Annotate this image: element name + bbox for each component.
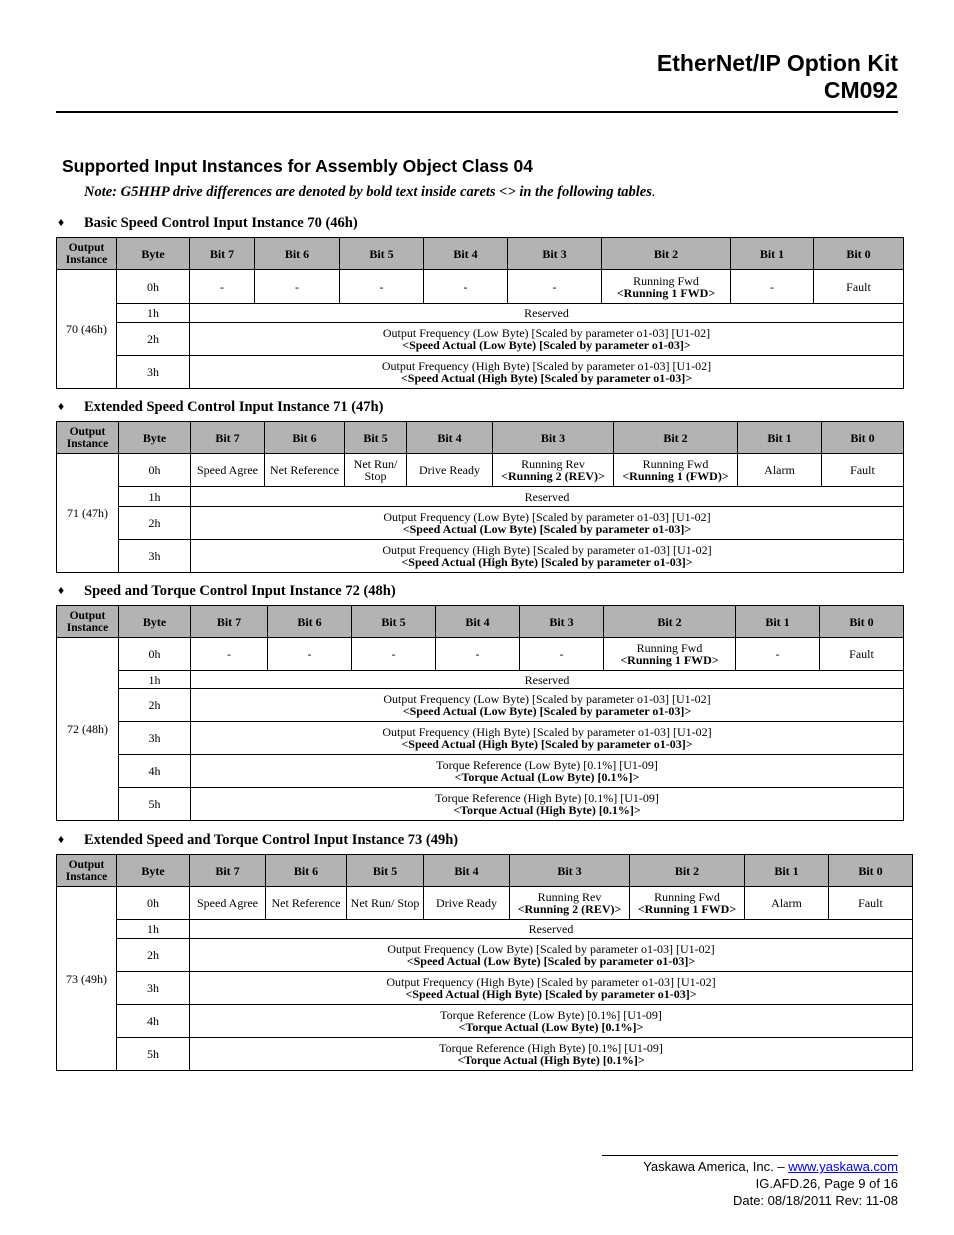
merged-data-cell [190,939,913,972]
bit-label: - [775,647,780,661]
byte-cell: 2h [117,323,190,356]
bit-label-g5hhp: <Running 2 (REV)> [501,469,605,483]
column-header: Bit 2 [602,238,731,270]
bit-label: - [475,647,480,661]
byte-cell: 0h [117,887,190,920]
bit-label: Net Run/ Stop [353,457,398,483]
bit-label: - [220,279,224,294]
data-description: Output Frequency (High Byte) [Scaled by parameter o1-03] [U1-02] [381,359,712,373]
bit-cell [630,887,745,920]
bit-cell [745,887,829,920]
column-header: Bit 5 [340,238,424,270]
merged-data-cell [190,304,904,323]
bit-label: - [391,647,396,661]
byte-cell: 0h [119,638,191,671]
column-header: Bit 1 [736,606,820,638]
bit-label: Running Fwd [636,641,703,655]
column-header: Bit 0 [829,855,913,887]
column-header: Bit 5 [345,422,407,454]
footer-date: Date: 08/18/2011 Rev: 11-08 [732,1193,898,1208]
bit-label: Drive Ready [436,896,497,910]
column-header: Bit 4 [407,422,493,454]
table-row [57,939,913,972]
bit-label-g5hhp: <Running 1 FWD> [620,653,719,667]
bit-cell [510,887,630,920]
data-description: Output Frequency (High Byte) [Scaled by parameter o1-03] [U1-02] [386,975,716,989]
data-description: Torque Reference (Low Byte) [0.1%] [U1-09] [436,758,658,772]
byte-cell: 2h [119,689,191,722]
note-period: . [651,184,656,200]
column-header: Bit 4 [436,606,520,638]
footer-page-info: IG.AFD.26, Page 9 of 16 [755,1176,898,1191]
instance-cell: 72 (48h) [57,638,119,821]
bit-cell [520,638,604,671]
table-row [57,722,904,755]
byte-cell: 2h [119,507,191,540]
bit-label: - [295,279,299,294]
column-header: Bit 3 [493,422,614,454]
table-row [57,304,904,323]
column-header: Bit 6 [265,422,345,454]
merged-data-cell [191,671,904,689]
bit-cell [190,270,255,304]
title-line-2: CM092 [823,77,898,103]
column-header: Bit 4 [424,238,508,270]
column-header: Output Instance [57,422,119,454]
column-header: Output Instance [57,606,119,638]
merged-data-cell [191,722,904,755]
instance-cell: 70 (46h) [57,270,117,389]
data-description: Reserved [524,672,570,687]
column-header: Output Instance [57,855,117,887]
data-description-g5hhp: <Speed Actual (Low Byte) [Scaled by parameter o1-03]> [402,338,691,352]
bit-label: - [463,279,468,294]
merged-data-cell [190,920,913,939]
merged-data-cell [190,356,904,389]
merged-data-cell [191,755,904,788]
column-header: Bit 3 [520,606,604,638]
data-description-g5hhp: <Torque Actual (Low Byte) [0.1%]> [454,770,640,784]
column-header: Bit 6 [266,855,347,887]
table-header-row [57,606,904,638]
data-description: Reserved [524,306,569,320]
bit-cell [266,887,347,920]
table-heading-text: Speed and Torque Control Input Instance 72 (48h) [84,583,396,599]
bit-label: Running Fwd [642,457,709,471]
column-header: Bit 2 [630,855,745,887]
table-row [57,671,904,689]
instance-cell: 71 (47h) [57,454,119,573]
byte-cell: 1h [119,487,191,507]
byte-cell: 5h [117,1038,190,1071]
byte-cell: 1h [119,671,191,689]
data-description: Torque Reference (High Byte) [0.1%] [U1-09] [439,1041,663,1055]
table-row [57,1038,913,1071]
bit-label: Fault [858,896,883,910]
table-row [57,920,913,939]
table-heading-text: Basic Speed Control Input Instance 70 (46h) [84,215,358,231]
bit-label-g5hhp: <Running 2 (REV)> [517,902,622,916]
bit-cell [736,638,820,671]
bit-cell [407,454,493,487]
bit-label: Fault [850,463,875,477]
column-header: Bit 3 [510,855,630,887]
column-header: Bit 6 [255,238,340,270]
bit-label: Fault [849,647,874,661]
column-header: Bit 6 [268,606,352,638]
data-description-g5hhp: <Speed Actual (Low Byte) [Scaled by parameter o1-03]> [402,522,692,536]
table-row [57,887,913,920]
footer-website-link[interactable]: www.yaskawa.com [788,1159,898,1174]
table-heading-text: Extended Speed and Torque Control Input Instance 73 (49h) [84,832,459,848]
note-text: Note: G5HHP drive differences are denoted by bold text inside carets <> in the following tables [84,184,652,200]
column-header: Byte [119,606,191,638]
byte-cell: 3h [119,722,191,755]
bit-label: Speed Agree [197,896,258,910]
column-header: Bit 2 [604,606,736,638]
bit-label: Net Run/ Stop [350,896,420,910]
bit-label: Running Fwd [633,273,699,288]
bit-cell [190,887,266,920]
bit-cell [424,887,510,920]
bit-cell [829,887,913,920]
data-description-g5hhp: <Speed Actual (High Byte) [Scaled by parameter o1-03]> [401,555,693,569]
byte-cell: 4h [119,755,191,788]
bit-label: Net Reference [271,896,341,910]
table-row [57,507,904,540]
document-title [657,50,898,104]
table-heading-text: Extended Speed Control Input Instance 71 (47h) [84,399,384,415]
data-description: Output Frequency (Low Byte) [Scaled by parameter o1-03] [U1-02] [383,692,711,706]
bit-label: Running Rev [521,457,585,471]
bit-cell [820,638,904,671]
column-header: Bit 1 [731,238,814,270]
data-description-g5hhp: <Speed Actual (High Byte) [Scaled by parameter o1-03]> [405,987,697,1001]
merged-data-cell [191,507,904,540]
merged-data-cell [191,788,904,821]
bit-label: - [552,279,557,294]
table-row [57,638,904,671]
column-header: Bit 7 [190,238,255,270]
data-description-g5hhp: <Torque Actual (High Byte) [0.1%]> [453,803,641,817]
column-header: Bit 0 [814,238,904,270]
byte-cell: 1h [117,920,190,939]
bit-cell [191,454,265,487]
table-row [57,540,904,573]
merged-data-cell [190,1005,913,1038]
footer-company: Yaskawa America, Inc. – [643,1159,789,1174]
table-row [57,788,904,821]
table-row [57,356,904,389]
column-header: Byte [117,855,190,887]
bullet-icon: ♦ [58,399,65,413]
column-header: Bit 5 [352,606,436,638]
bit-label: Net Reference [270,463,339,477]
bit-label: Speed Agree [197,463,258,477]
table-row [57,454,904,487]
bullet-icon: ♦ [58,215,65,229]
merged-data-cell [191,540,904,573]
byte-cell: 2h [117,939,190,972]
merged-data-cell [191,689,904,722]
data-description-g5hhp: <Torque Actual (Low Byte) [0.1%]> [458,1020,644,1034]
data-description-g5hhp: <Speed Actual (Low Byte) [Scaled by parameter o1-03]> [406,954,696,968]
data-description: Output Frequency (Low Byte) [Scaled by parameter o1-03] [U1-02] [387,942,715,956]
bit-label: Alarm [771,896,802,910]
column-header: Bit 0 [822,422,904,454]
bullet-icon: ♦ [58,832,65,846]
table-heading [58,832,458,849]
column-header: Bit 1 [738,422,822,454]
bit-cell [191,638,268,671]
merged-data-cell [191,487,904,507]
bit-label: Fault [846,279,871,294]
bit-label: - [770,279,774,294]
merged-data-cell [190,1038,913,1071]
bit-cell [268,638,352,671]
column-header: Byte [119,422,191,454]
data-description: Output Frequency (High Byte) [Scaled by parameter o1-03] [U1-02] [382,725,712,739]
table-row [57,972,913,1005]
bit-cell [814,270,904,304]
bit-cell [604,638,736,671]
column-header: Bit 7 [191,422,265,454]
bit-cell [347,887,424,920]
table-heading [58,215,358,232]
bit-cell [508,270,602,304]
column-header: Byte [117,238,190,270]
data-description: Torque Reference (High Byte) [0.1%] [U1-09] [435,791,659,805]
column-header: Bit 2 [614,422,738,454]
bit-label-g5hhp: <Running 1 FWD> [637,902,737,916]
byte-cell: 0h [117,270,190,304]
bit-label: Running Rev [537,890,602,904]
bit-cell [424,270,508,304]
byte-cell: 3h [117,356,190,389]
data-description-g5hhp: <Speed Actual (Low Byte) [Scaled by parameter o1-03]> [402,704,692,718]
assembly-table [56,854,913,1071]
table-row [57,689,904,722]
data-description: Reserved [528,922,574,936]
column-header: Bit 1 [745,855,829,887]
column-header: Bit 4 [424,855,510,887]
bit-label: Alarm [764,463,795,477]
bit-label: Running Fwd [654,890,720,904]
bit-cell [436,638,520,671]
bullet-icon: ♦ [58,583,65,597]
column-header: Bit 0 [820,606,904,638]
bit-label: Drive Ready [419,463,480,477]
table-row [57,487,904,507]
byte-cell: 1h [117,304,190,323]
bit-cell [822,454,904,487]
title-line-1: EtherNet/IP Option Kit [656,50,898,76]
byte-cell: 3h [119,540,191,573]
data-description: Output Frequency (High Byte) [Scaled by parameter o1-03] [U1-02] [382,543,712,557]
table-header-row [57,422,904,454]
bit-cell [255,270,340,304]
assembly-table [56,421,904,573]
header-divider [56,111,898,113]
bit-label: - [227,647,231,661]
table-row [57,1005,913,1038]
bit-cell [265,454,345,487]
data-description: Torque Reference (Low Byte) [0.1%] [U1-09] [440,1008,662,1022]
footer [643,1158,898,1209]
bit-cell [352,638,436,671]
table-row [57,755,904,788]
table-heading [58,399,383,416]
footer-divider [602,1155,898,1156]
bit-label: - [307,647,312,661]
data-description: Reserved [524,489,570,504]
footer-company-line [643,1158,898,1175]
bit-cell [602,270,731,304]
column-header: Bit 7 [190,855,266,887]
table-header-row [57,855,913,887]
bit-label-g5hhp: <Running 1 (FWD)> [622,469,729,483]
bit-label-g5hhp: <Running 1 FWD> [616,285,716,300]
column-header: Bit 3 [508,238,602,270]
assembly-table [56,237,904,389]
table-row [57,323,904,356]
bit-label: - [559,647,564,661]
byte-cell: 4h [117,1005,190,1038]
byte-cell: 3h [117,972,190,1005]
data-description: Output Frequency (Low Byte) [Scaled by parameter o1-03] [U1-02] [383,510,711,524]
table-heading [58,583,396,600]
column-header: Bit 5 [347,855,424,887]
byte-cell: 0h [119,454,191,487]
bit-cell [345,454,407,487]
data-description-g5hhp: <Speed Actual (High Byte) [Scaled by parameter o1-03]> [400,371,693,385]
bit-label: - [379,279,384,294]
data-description-g5hhp: <Speed Actual (High Byte) [Scaled by parameter o1-03]> [401,737,693,751]
note [84,184,656,201]
bit-cell [731,270,814,304]
data-description-g5hhp: <Torque Actual (High Byte) [0.1%]> [457,1053,645,1067]
bit-cell [493,454,614,487]
table-header-row [57,238,904,270]
bit-cell [340,270,424,304]
bit-cell [614,454,738,487]
byte-cell: 5h [119,788,191,821]
instance-cell: 73 (49h) [57,887,117,1071]
column-header: Output Instance [57,238,117,270]
column-header: Bit 7 [191,606,268,638]
bit-cell [738,454,822,487]
merged-data-cell [190,972,913,1005]
assembly-table [56,605,904,821]
merged-data-cell [190,323,904,356]
table-row [57,270,904,304]
section-title: Supported Input Instances for Assembly Object Class 04 [62,156,533,176]
data-description: Output Frequency (Low Byte) [Scaled by parameter o1-03] [U1-02] [382,326,711,340]
